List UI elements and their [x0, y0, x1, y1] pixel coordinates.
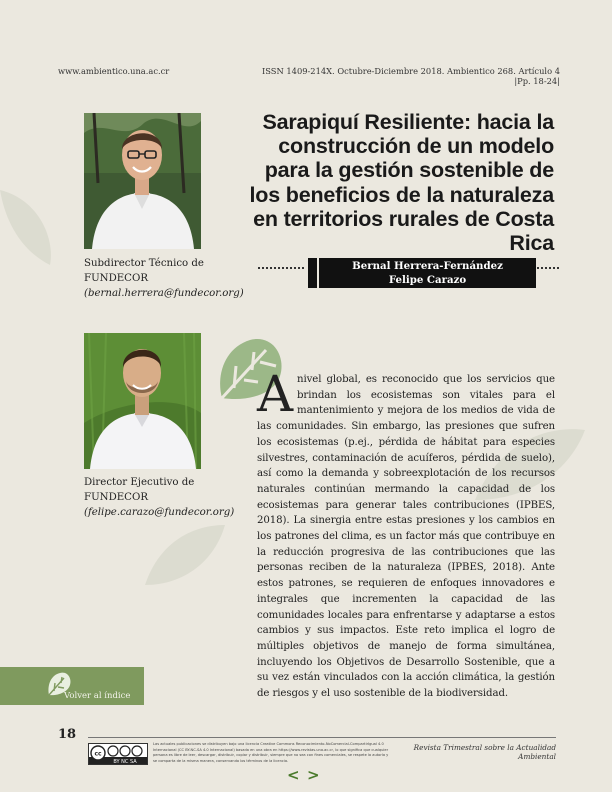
- article-body-text: nivel global, es reconocido que los servicios que brindan los ecosistemas son vitales para el mantenimiento y mejora de los medios de vida de las comunidades. Sin embargo, las presiones que sufren los ecosistemas (p.ej., pérdida de hábitat para especies silvestres, contaminación de acuíferos, pérdida de suelo), así como la demanda y sobreexplotación de los recursos naturales continúan mermando la capacidad de los ecosistemas para generar tales contribuciones (IPBES, 2018). La sinergia entre estas presiones y los cambios en los patrones del clima, es un factor más que contribuye en la reducción progresiva de las contribuciones que las personas reciben de la naturaleza (IPBES, 2018). Ante estos patrones, se requieren de enfoques innovadores e integrales que incrementen la capacidad de las comunidades locales para enfrentarse y adaptarse a estos cambios y sus impactos. Este reto implica el logro de múltiples objetivos de manejo de forma simultánea, incluyendo los Objetivos de Desarrollo Sostenible, que a su vez están vinculados con la acción climática, la gestión de riesgos y el uso sostenible de la biodiversidad.: [257, 374, 555, 700]
- next-page-button[interactable]: >: [307, 766, 320, 784]
- footer-divider: [88, 737, 556, 738]
- background-leaf-icon: [140, 520, 230, 590]
- cc-label: BY NC SA: [113, 759, 137, 764]
- header-website: www.ambientico.una.ac.cr: [58, 66, 170, 76]
- author-2-caption: [84, 475, 235, 520]
- page-number: 18: [58, 727, 77, 742]
- author-1-email[interactable]: (bernal.herrera@fundecor.org): [84, 288, 244, 299]
- drop-cap: A: [257, 365, 294, 423]
- license-text: Las actuales publicaciones se distribuyen bajo una licencia Creative Commons Reconocimiento-NoComercial-CompartirIgual 4.0 Internacional (CC BY-NC-SA 4.0 Internacional) basada en una obra en https://www.revistas.una.ac.cr, lo que significa que cualquier persona es libre de leer, descargar, distribuir, copiar y distribuir, siempre que no sea con fines comerciales, se respete la autoría y se comparta de la misma manera, conservando los términos de la licencia.: [153, 742, 389, 763]
- author-bar: [308, 258, 536, 288]
- author-2-role: Director Ejecutivo de FUNDECOR: [84, 477, 195, 503]
- article-body: [257, 365, 555, 702]
- journal-name: Revista Trimestral sobre la Actualidad Ambiental: [413, 743, 556, 761]
- author-2-email[interactable]: (felipe.carazo@fundecor.org): [84, 507, 235, 518]
- creative-commons-badge[interactable]: [88, 743, 148, 765]
- author-photo-1: [84, 113, 201, 249]
- author-name-2: Felipe Carazo: [388, 274, 467, 286]
- article-title: Sarapiquí Resiliente: hacia la construcción de un modelo para la gestión sostenible de los beneficios de la naturaleza en territorios rurales de Costa Rica: [249, 110, 554, 256]
- previous-page-button[interactable]: <: [287, 766, 300, 784]
- dotted-divider-left: [258, 267, 304, 271]
- cc-icon: [89, 744, 147, 764]
- dotted-divider-right: [537, 267, 559, 271]
- svg-text:cc: cc: [94, 750, 102, 758]
- author-1-role: Subdirector Técnico de FUNDECOR: [84, 258, 204, 284]
- author-photo-2: [84, 333, 201, 469]
- back-to-index-label: Volver al índice: [64, 691, 131, 701]
- header-issn: ISSN 1409-214X. Octubre-Diciembre 2018. Ambientico 268. Artículo 4 |Pp. 18-24|: [261, 66, 560, 86]
- background-leaf-icon: [0, 180, 60, 270]
- author-1-caption: [84, 256, 244, 301]
- back-to-index-button[interactable]: [0, 667, 144, 705]
- author-name-1: Bernal Herrera-Fernández: [352, 260, 503, 272]
